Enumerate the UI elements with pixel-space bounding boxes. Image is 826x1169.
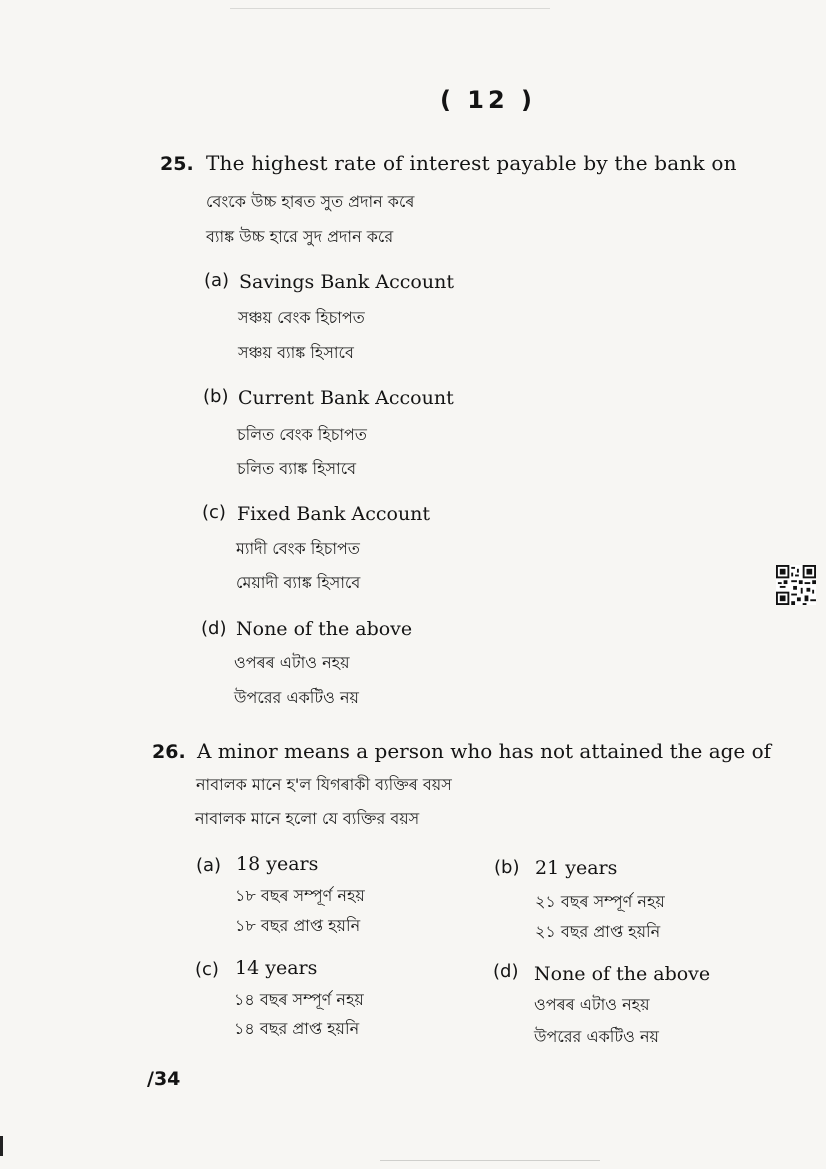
question-text-bengali: নাবালক মানে হলো যে ব্যক্তির বয়স [195, 809, 420, 828]
qr-code-icon [776, 565, 816, 605]
option-bengali: ১৪ বছর প্রাপ্ত হয়নি [234, 1019, 360, 1038]
option-label: (b) [203, 386, 229, 407]
bottom-rule [380, 1160, 600, 1161]
option-bengali: উপরের একটিও নয় [534, 1027, 659, 1046]
edge-mark [0, 1136, 3, 1156]
option-label: (c) [202, 502, 226, 523]
option-label: (d) [493, 961, 519, 982]
option-assamese: ১৪ বছৰ সম্পূৰ্ণ নহয় [234, 990, 364, 1009]
page-number: ( 12 ) [439, 86, 537, 114]
option-assamese: চলিত বেংক হিচাপত [237, 425, 367, 444]
question-number: 26. [152, 741, 186, 763]
option-bengali: মেয়াদী ব্যাঙ্ক হিসাবে [236, 573, 361, 592]
option-bengali: ২১ বছর প্রাপ্ত হয়নি [535, 922, 661, 941]
option-bengali: ১৮ বছর প্রাপ্ত হয়নি [235, 916, 361, 935]
option-text: None of the above [534, 963, 711, 985]
question-number: 25. [160, 153, 194, 175]
option-text: 14 years [235, 957, 318, 979]
question-text-assamese: নাবালক মানে হ'ল যিগৰাকী ব্যক্তিৰ বয়স [196, 775, 452, 794]
top-rule [230, 8, 550, 9]
option-bengali: চলিত ব্যাঙ্ক হিসাবে [237, 459, 357, 478]
option-text: 18 years [236, 853, 319, 875]
option-assamese: ওপৰৰ এটাও নহয় [234, 653, 350, 672]
option-assamese: ওপৰৰ এটাও নহয় [534, 995, 650, 1014]
question-text-bengali: ব্যাঙ্ক উচ্চ হারে সুদ প্রদান করে [206, 227, 394, 246]
option-label: (b) [494, 857, 520, 878]
question-text-assamese: বেংকে উচ্চ হাৰত সুত প্ৰদান কৰে [206, 192, 415, 211]
option-label: (c) [195, 959, 219, 980]
option-text: None of the above [236, 618, 413, 640]
option-assamese: ২১ বছৰ সম্পূৰ্ণ নহয় [535, 892, 665, 911]
question-text: The highest rate of interest payable by the bank on [206, 151, 737, 175]
option-bengali: সঞ্চয় ব্যাঙ্ক হিসাবে [238, 343, 354, 362]
option-assamese: সঞ্চয় বেংক হিচাপত [238, 308, 365, 327]
option-text: Savings Bank Account [239, 271, 454, 293]
option-label: (a) [196, 855, 222, 876]
option-label: (a) [204, 270, 230, 291]
option-text: 21 years [535, 857, 618, 879]
option-label: (d) [201, 618, 227, 639]
option-assamese: ম্যাদী বেংক হিচাপত [236, 539, 360, 558]
paper-code: /34 [147, 1068, 181, 1090]
option-assamese: ১৮ বছৰ সম্পূৰ্ণ নহয় [235, 886, 365, 905]
question-text: A minor means a person who has not attained the age of [197, 739, 772, 763]
option-text: Fixed Bank Account [237, 503, 431, 525]
option-text: Current Bank Account [238, 387, 454, 409]
option-bengali: উপরের একটিও নয় [234, 688, 359, 707]
